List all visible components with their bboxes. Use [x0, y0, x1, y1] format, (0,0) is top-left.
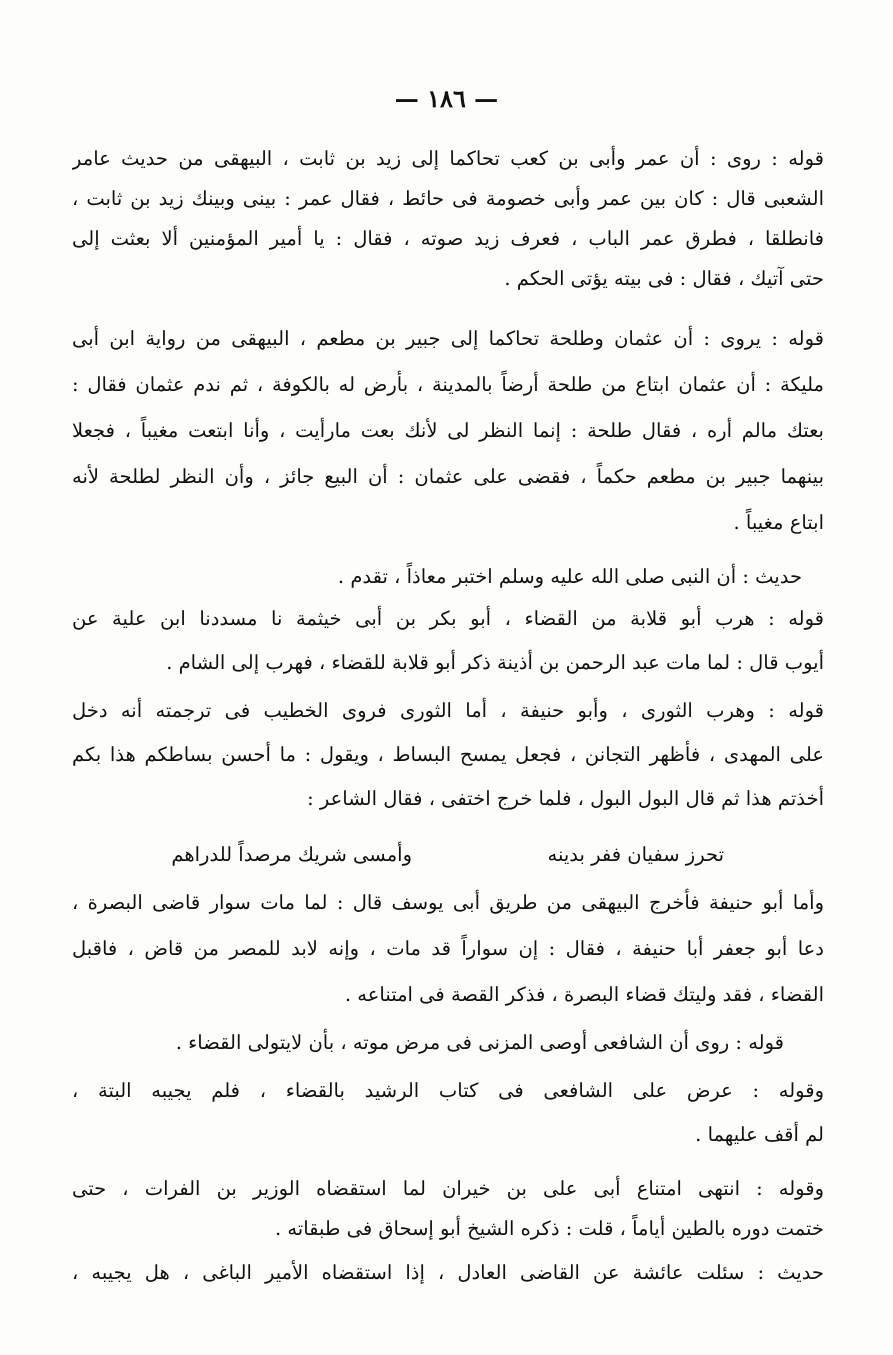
text-line: حديث : أن النبى صلى الله عليه وسلم اختبر معاذاً ، تقدم .	[337, 565, 802, 588]
verse-first-hemistich: تحرز سفيان ففر بدينه	[547, 843, 724, 866]
text-line: وأما أبو حنيفة فأخرج البيهقى من طريق أبى يوسف قال : لما مات سوار قاضى البصرة ،	[72, 891, 824, 914]
text-line: فانطلقا ، فطرق عمر الباب ، فعرف زيد صوته ، فقال : يا أمير المؤمنين ألا بعثت إلى	[72, 227, 824, 250]
text-line: ختمت دوره بالطين أياماً ، قلت : ذكره الشيخ أبو إسحاق فى طبقاته .	[274, 1217, 824, 1240]
text-line: وقوله : انتهى امتناع أبى على بن خيران لما استقضاه الوزير بن الفرات ، حتى	[72, 1177, 824, 1200]
text-line: ابتاع مغيباً .	[733, 511, 824, 534]
text-line: قوله : روى أن الشافعى أوصى المزنى فى مرض موته ، بأن لايتولى القضاء .	[175, 1031, 784, 1054]
text-line: مليكة : أن عثمان ابتاع من طلحة أرضاً بالمدينة ، بأرض له بالكوفة ، ثم ندم عثمان فقال :	[72, 373, 824, 396]
text-line: قوله : روى : أن عمر وأبى بن كعب تحاكما إلى زيد بن ثابت ، البيهقى من حديث عامر	[72, 147, 824, 170]
text-line: الشعبى قال : كان بين عمر وأبى خصومة فى حائط ، فقال عمر : بينى وبينك زيد بن ثابت ،	[72, 187, 824, 210]
text-line: وقوله : عرض على الشافعى فى كتاب الرشيد بالقضاء ، فلم يجيبه البتة ،	[72, 1079, 824, 1102]
text-line: أيوب قال : لما مات عبد الرحمن بن أذينة ذكر أبو قلابة للقضاء ، فهرب إلى الشام .	[166, 651, 824, 674]
text-line: على المهدى ، فأظهر التجانن ، فجعل يمسح البساط ، ويقول : ما أحسن بساطكم هذا بكم	[72, 743, 824, 766]
text-line: القضاء ، فقد وليتك قضاء البصرة ، فذكر القصة فى امتناعه .	[344, 983, 824, 1006]
text-line: قوله : وهرب الثورى ، وأبو حنيفة ، أما الثورى فروى الخطيب فى ترجمته أنه دخل	[72, 699, 824, 722]
text-line: لم أقف عليهما .	[695, 1123, 824, 1146]
text-line: حديث : سئلت عائشة عن القاضى العادل ، إذا استقضاه الأمير الباغى ، هل يجيبه ،	[72, 1261, 824, 1284]
text-line: بعتك مالم أره ، فقال طلحة : إنما النظر لى لأنك بعت مارأيت ، وأنا ابتعت مغيباً ، فجعلا	[72, 419, 824, 442]
page-number: — ١٨٦ —	[394, 84, 499, 113]
text-line: دعا أبو جعفر أبا حنيفة ، فقال : إن سواراً قد مات ، وإنه لابد للمصر من قاض ، فاقبل	[72, 937, 824, 960]
text-line: قوله : هرب أبو قلابة من القضاء ، أبو بكر بن أبى خيثمة نا مسددنا ابن علية عن	[72, 607, 824, 630]
text-line: قوله : يروى : أن عثمان وطلحة تحاكما إلى جبير بن مطعم ، البيهقى من رواية ابن أبى	[72, 327, 824, 350]
verse-second-hemistich: وأمسى شريك مرصداً للدراهم	[171, 843, 412, 866]
text-line: بينهما جبير بن مطعم حكماً ، فقضى على عثمان : أن البيع جائز ، وأن النظر لطلحة لأنه	[72, 465, 824, 488]
text-line: أخذتم هذا ثم قال البول البول ، فلما خرج اختفى ، فقال الشاعر :	[307, 787, 824, 810]
poetry-verse	[72, 836, 824, 874]
text-line: حتى آتيك ، فقال : فى بيته يؤتى الحكم .	[504, 267, 824, 290]
